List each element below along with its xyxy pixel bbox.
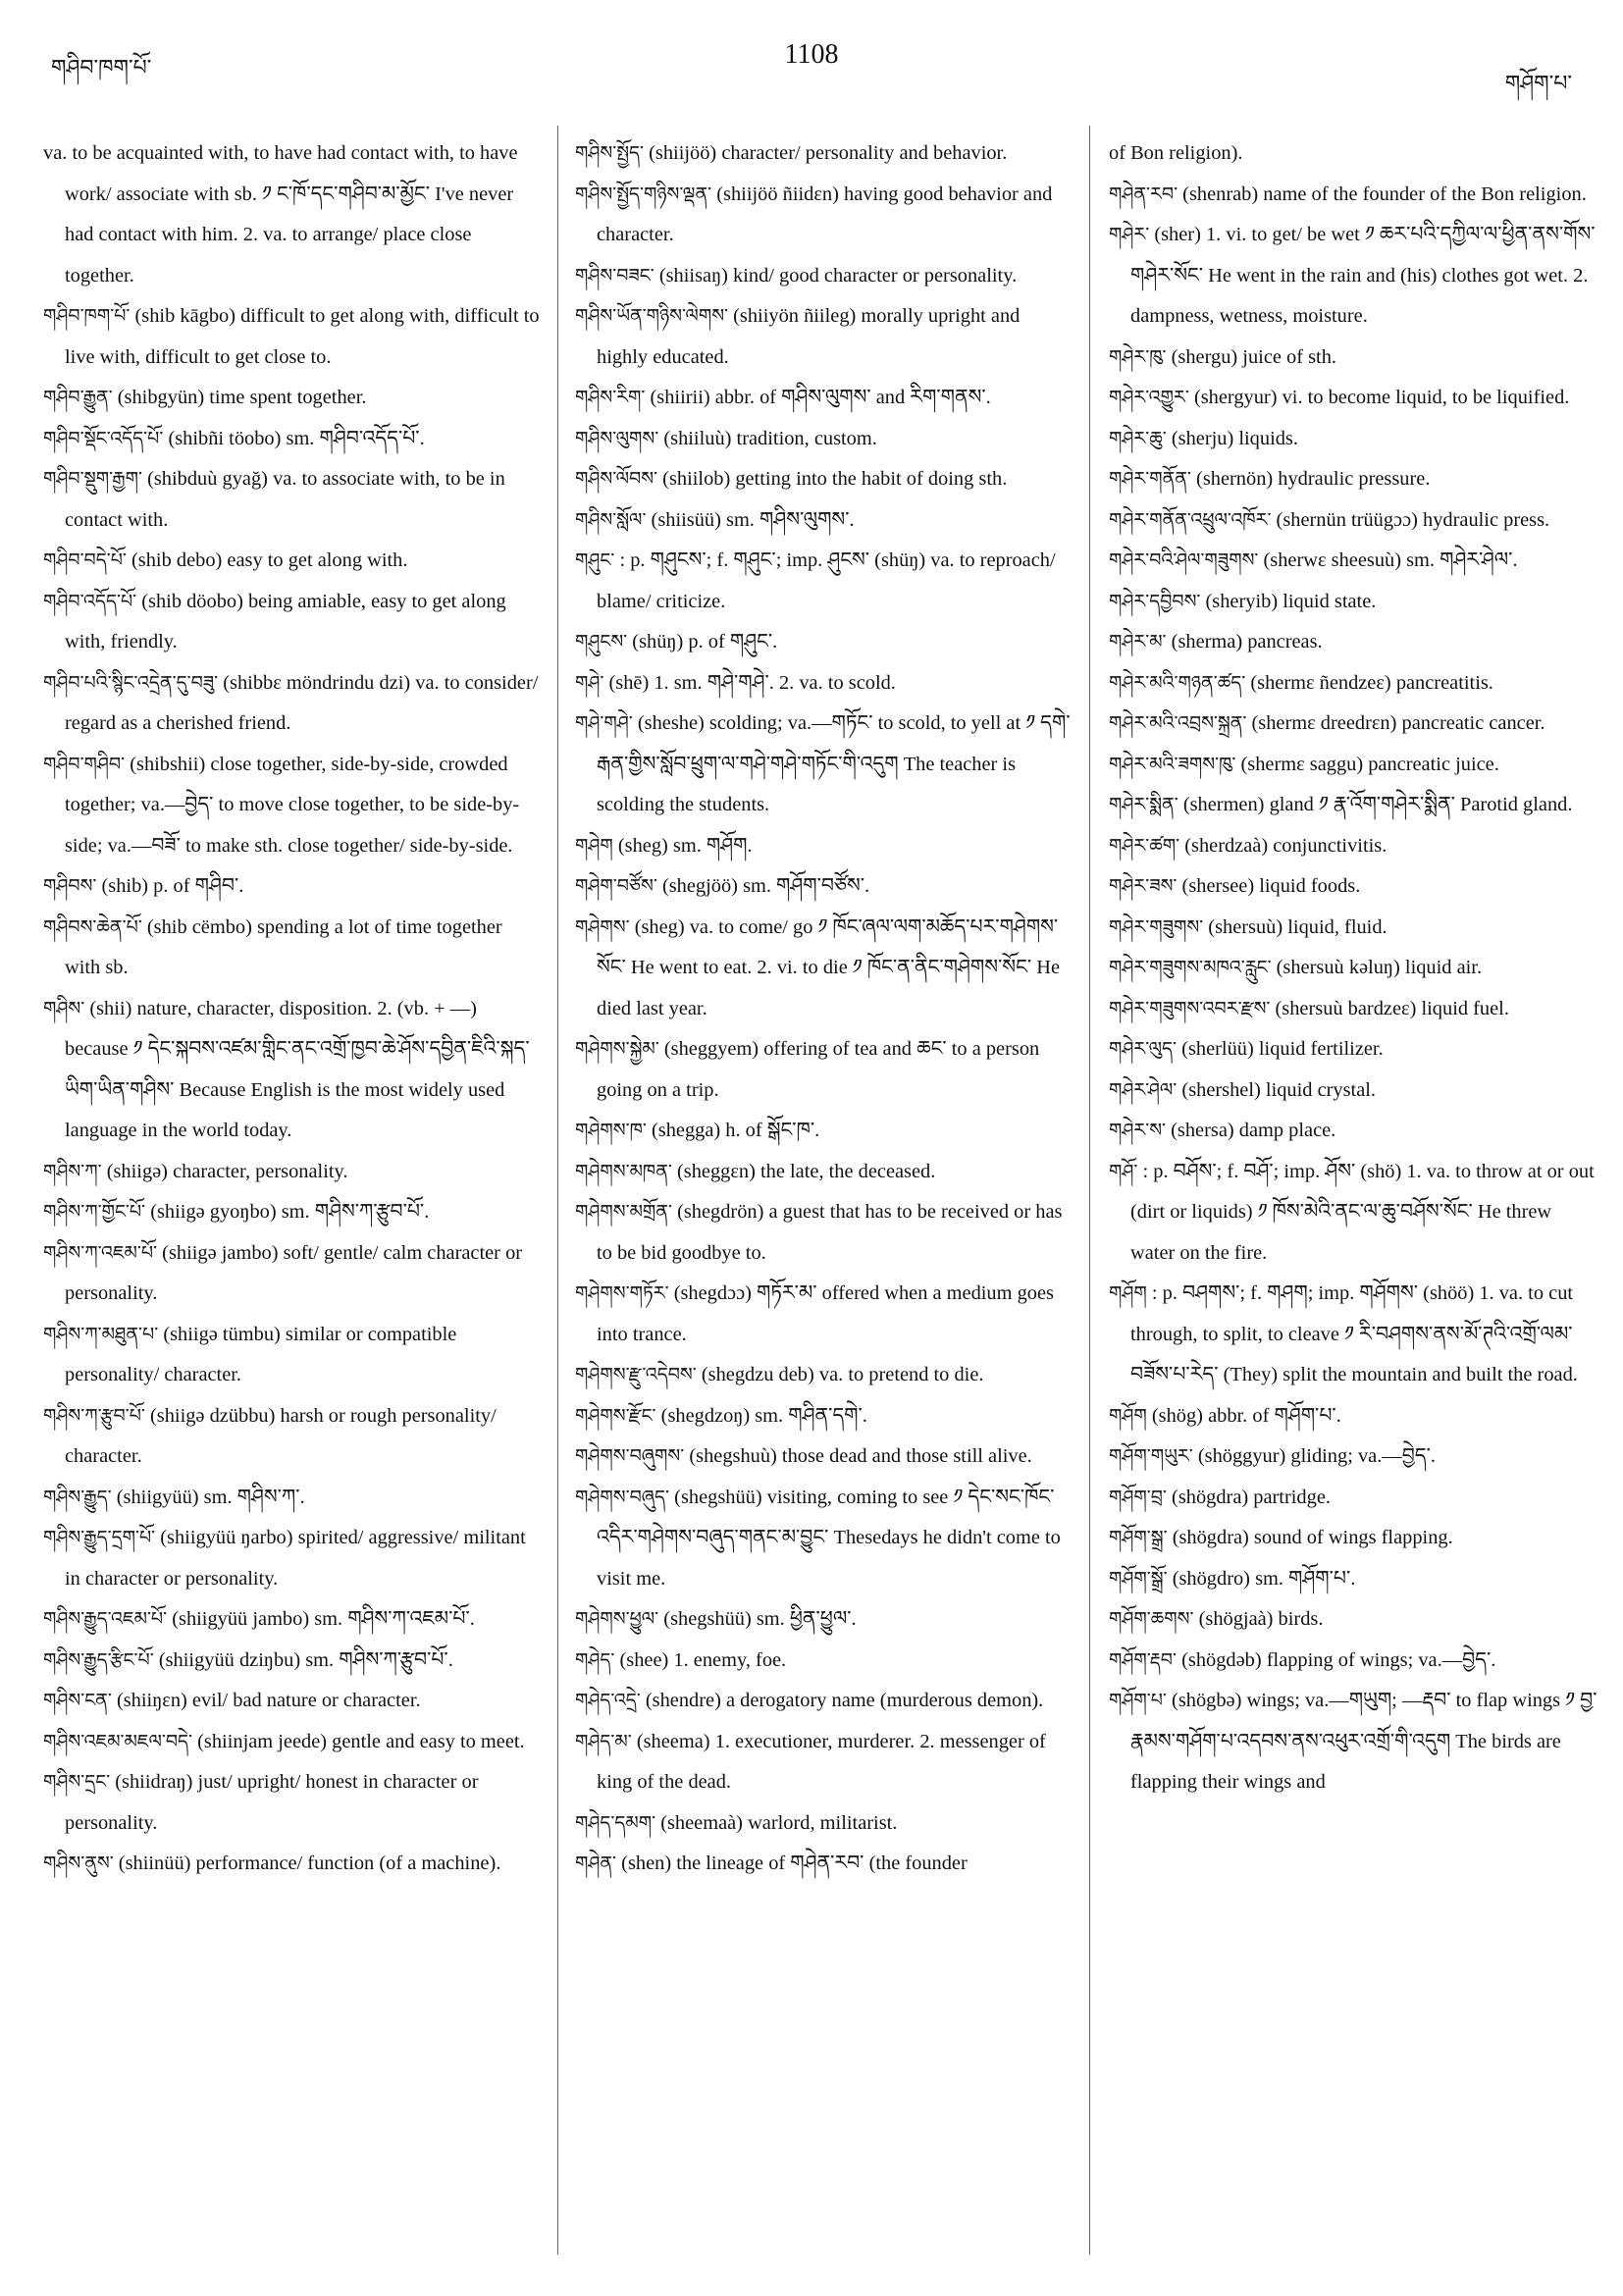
- dictionary-entry: [575, 1681, 1073, 1722]
- entry-definition: (shegdzu deb) va. to pretend to die.: [701, 1364, 984, 1385]
- entry-headword: གཤེར་གཟུགས་འབར་རྫས་: [1109, 997, 1271, 1019]
- dictionary-entry: [43, 745, 542, 867]
- dictionary-entry: [1109, 826, 1599, 867]
- dictionary-entry: [1109, 1478, 1599, 1519]
- entry-headword: གཤིས་ཀ་རྩུབ་པོ་: [43, 1404, 145, 1427]
- entry-definition: : p. གཤུངས་; f. གཤུང་; imp. ཤུངས་ (shüŋ) va. to reproach/ blame/ criticize.: [597, 549, 1056, 612]
- dictionary-entry: [1109, 745, 1599, 786]
- dictionary-entry: [43, 908, 542, 989]
- entry-definition: (shibbɛ möndrindu dzi) va. to consider/ regard as a cherished friend.: [65, 671, 539, 734]
- entry-definition: (shib) p. of གཤིབ་.: [101, 875, 244, 897]
- dictionary-entry: [1109, 989, 1599, 1030]
- entry-definition: : p. བཤགས་; f. གཤག; imp. གཤོགས་ (shöö) 1. va. to cut through, to split, to cleave ༡ རི་བཤགས་ནས་མོ་ཊའི་འགྲོ་ལམ་བཟོས་པ་རེད་ (They) split the mountain and built the road.: [1130, 1282, 1578, 1385]
- entry-headword: གཤེད་འདྲེ་: [575, 1690, 641, 1711]
- entry-headword: གཤོག་གཡུར་: [1109, 1445, 1193, 1467]
- entry-headword: གཤེགས་མཁན་: [575, 1160, 672, 1182]
- entry-headword: གཤེ་: [575, 671, 604, 694]
- entry-definition: (shiigə tümbu) similar or compatible personality/ character.: [65, 1323, 457, 1385]
- dictionary-entry: [575, 908, 1073, 1030]
- column-divider: [557, 126, 558, 2255]
- entry-headword: གཤེར་ས་: [1109, 1120, 1167, 1141]
- entry-headword: གཤོག་རྡབ་: [1109, 1648, 1177, 1671]
- dictionary-entry: [43, 541, 542, 582]
- entry-definition: (shiigyüü jambo) sm. གཤིས་ཀ་འཇམ་པོ་.: [172, 1608, 475, 1630]
- entry-headword: གཤོག་ཆགས་: [1109, 1608, 1194, 1630]
- dictionary-entry: [1109, 1029, 1599, 1070]
- entry-headword: གཤེར་གཟུགས་: [1109, 915, 1204, 938]
- dictionary-entry: [575, 133, 1073, 175]
- entry-headword: གཤེ་གཤེ་: [575, 712, 633, 734]
- entry-definition: (shögdra) sound of wings flapping.: [1172, 1527, 1453, 1548]
- entry-headword: གཤིབ་གཤིབ་: [43, 753, 126, 775]
- dictionary-entry: [1109, 1641, 1599, 1682]
- dictionary-entry: [43, 459, 542, 541]
- entry-definition: : p. བཤོས་; f. བཤོ་; imp. ཤོས་ (shö) 1. va. to throw at or out (dirt or liquids) ༡ ཁོས་མེའི་ནང་ལ་ཆུ་བཤོས་སོང་ He threw water on the fire.: [1130, 1160, 1595, 1264]
- entry-definition: va. to be acquainted with, to have had contact with, to have work/ associate with sb. ༡ ང་ཁོ་དང་གཤིབ་མ་མྱོང་ I've never had contact with him. 2. va. to arrange/ place close together.: [43, 142, 518, 287]
- entry-headword: གཤིབ་བདེ་པོ་: [43, 549, 127, 571]
- entry-definition: (shersuù kəluŋ) liquid air.: [1276, 957, 1483, 978]
- entry-definition: (shegdɔɔ) གཏོར་མ་ offered when a medium goes into trance.: [597, 1282, 1054, 1345]
- dictionary-entry: [43, 419, 542, 460]
- entry-headword: གཤེག: [575, 834, 613, 857]
- entry-headword: གཤོག: [1109, 1282, 1147, 1304]
- entry-headword: གཤེན་: [575, 1852, 617, 1874]
- dictionary-entry: [575, 1355, 1073, 1396]
- entry-definition: (shermen) gland ༡ རྣ་འོག་གཤེར་སྨིན་ Parotid gland.: [1182, 794, 1573, 815]
- dictionary-entry: [575, 866, 1073, 908]
- entry-definition: (shiijöö ñiidɛn) having good behavior and character.: [597, 183, 1053, 245]
- entry-definition: (shiiyön ñiileg) morally upright and highly educated.: [597, 305, 1021, 368]
- entry-definition: (shib cëmbo) spending a lot of time together with sb.: [65, 915, 502, 978]
- dictionary-entry: [43, 378, 542, 419]
- entry-definition: (sheemaà) warlord, militarist.: [660, 1811, 898, 1834]
- dictionary-entry: [1109, 1436, 1599, 1478]
- dictionary-entry: [43, 1641, 542, 1682]
- entry-definition: (sherju) liquids.: [1171, 427, 1298, 449]
- entry-definition: (shögdəb) flapping of wings; va.—བྱེད་.: [1181, 1648, 1496, 1671]
- dictionary-entry: [1109, 785, 1599, 826]
- entry-definition: (shee) 1. enemy, foe.: [619, 1648, 787, 1671]
- dictionary-entry: [575, 1152, 1073, 1193]
- entry-headword: གཤིས་རྒྱུད་འཇམ་པོ་: [43, 1608, 168, 1630]
- entry-headword: གཤེར་བའི་ཤེལ་གཟུགས་: [1109, 549, 1259, 571]
- dictionary-entry: [575, 1722, 1073, 1803]
- dictionary-entry: [1109, 541, 1599, 582]
- entry-headword: གཤེགས་མགྲོན་: [575, 1201, 672, 1223]
- entry-headword: གཤེར་སྨིན་: [1109, 794, 1178, 815]
- entry-headword: གཤིས་ནུས་: [43, 1852, 114, 1874]
- entry-headword: གཤིས་རྒྱུད་རྩིང་པོ་: [43, 1648, 154, 1671]
- entry-definition: (shögdra) partridge.: [1172, 1486, 1331, 1508]
- dictionary-entry: [575, 1844, 1073, 1885]
- entry-definition: (shiiluù) tradition, custom.: [663, 427, 877, 449]
- entry-headword: གཤོག་བྲ་: [1109, 1486, 1167, 1508]
- entry-definition: (sherdzaà) conjunctivitis.: [1184, 834, 1387, 857]
- entry-definition: (shergu) juice of sth.: [1171, 345, 1336, 368]
- entry-headword: གཤེགས་གཏོར་: [575, 1282, 669, 1304]
- entry-headword: གཤོག་པ་: [1109, 1690, 1167, 1711]
- entry-definition: (sheema) 1. executioner, murderer. 2. messenger of king of the dead.: [597, 1730, 1046, 1793]
- entry-headword: གཤིབས་: [43, 875, 97, 897]
- entry-headword: གཤིབ་ཁག་པོ་: [43, 305, 131, 327]
- entry-headword: གཤེག་བཙོས་: [575, 875, 657, 897]
- entry-headword: གཤིས་སློལ་: [575, 508, 647, 531]
- dictionary-entry: [1109, 1111, 1599, 1152]
- entry-headword: གཤིས་སྤྱོད་: [575, 142, 645, 164]
- column-1: [43, 133, 542, 2263]
- dictionary-entry: [575, 1274, 1073, 1355]
- dictionary-entry: [575, 419, 1073, 460]
- entry-definition: (shiigə gyoŋbo) sm. གཤིས་ཀ་རྩུབ་པོ་.: [150, 1201, 430, 1223]
- dictionary-entry: [1109, 500, 1599, 542]
- dictionary-entry: [43, 1518, 542, 1599]
- entry-definition: (shersee) liquid foods.: [1181, 875, 1361, 897]
- entry-definition: (shersuù) liquid, fluid.: [1208, 915, 1387, 938]
- dictionary-entry: [1109, 1681, 1599, 1803]
- entry-definition: (shögdro) sm. གཤོག་པ་.: [1172, 1567, 1356, 1590]
- entry-definition: (shernün trüügɔɔ) hydraulic press.: [1276, 508, 1550, 531]
- dictionary-entry: [1109, 582, 1599, 623]
- entry-definition: (sheggyem) offering of tea and ཆང་ to a person going on a trip.: [597, 1038, 1040, 1101]
- entry-headword: གཤིབ་སྡོང་འདོད་པོ་: [43, 427, 164, 449]
- entry-headword: གཤེར་གཟུགས་མཁའ་རླུང་: [1109, 957, 1272, 978]
- entry-definition: (shögjaà) birds.: [1198, 1608, 1324, 1630]
- entry-headword: གཤིབ་པའི་སྙིང་འདྲེན་དུ་བཟུ་: [43, 671, 219, 694]
- dictionary-entry: [1109, 1518, 1599, 1559]
- entry-definition: (shersuù bardzeɛ) liquid fuel.: [1275, 997, 1509, 1019]
- dictionary-entry: [1109, 663, 1599, 704]
- dictionary-entry: [43, 663, 542, 745]
- entry-headword: གཤེར་འགྱུར་: [1109, 387, 1189, 408]
- column-2: [575, 133, 1073, 2263]
- dictionary-entry: [1109, 215, 1599, 338]
- entry-headword: གཤེགས་སྐྱེམ་: [575, 1038, 659, 1060]
- entry-headword: གཤིས་ལོབས་: [575, 468, 658, 490]
- dictionary-entry: [575, 1436, 1073, 1478]
- entry-headword: གཤེར་མ་: [1109, 631, 1167, 652]
- entry-headword: གཤིས་བཟང་: [575, 264, 654, 287]
- entry-definition: (shüŋ) p. of གཤུང་.: [632, 631, 778, 652]
- entry-headword: གཤེར་ལུད་: [1109, 1038, 1178, 1060]
- entry-definition: (shibduù gyağ) va. to associate with, to be in contact with.: [65, 468, 505, 531]
- entry-headword: གཤེགས་རྫོང་: [575, 1404, 656, 1427]
- running-head-right: གཤོག་པ་: [1504, 72, 1572, 96]
- entry-definition: (shiigyüü dziŋbu) sm. གཤིས་ཀ་རྩུབ་པོ་.: [158, 1648, 453, 1671]
- dictionary-entry: [1109, 1599, 1599, 1641]
- entry-headword: གཤིས་རིག་: [575, 387, 646, 408]
- entry-headword: གཤིས་ཀ་: [43, 1160, 102, 1182]
- entry-headword: གཤིབ་རྒྱུན་: [43, 387, 113, 408]
- dictionary-entry: [575, 378, 1073, 419]
- entry-definition: (sheggɛn) the late, the deceased.: [677, 1160, 936, 1182]
- dictionary-entry: [575, 622, 1073, 663]
- entry-definition: (shiiŋɛn) evil/ bad nature or character.: [116, 1690, 421, 1711]
- dictionary-entry: [43, 1152, 542, 1193]
- entry-definition: (shib debo) easy to get along with.: [131, 549, 408, 571]
- dictionary-entry: [43, 1599, 542, 1641]
- entry-definition: (shergyur) vi. to become liquid, to be liquified.: [1193, 387, 1570, 408]
- entry-definition: (shii) nature, character, disposition. 2. (vb. + —) because ༡ དེང་སྐབས་འཛམ་གླིང་ནང་འགྲོ་ཁྱབ་ཆེ་ཤོས་དབྱིན་ཇིའི་སྐད་ཡིག་ཡིན་གཤིས་ Because English is the most widely used language in the world today.: [65, 997, 530, 1141]
- entry-headword: གཤིས་སྤྱོད་གཉིས་ལྡན་: [575, 183, 712, 205]
- entry-definition: (shöggyur) gliding; va.—བྱེད་.: [1197, 1445, 1436, 1467]
- entry-definition: (shegdrön) a guest that has to be received or has to be bid goodbye to.: [597, 1201, 1063, 1264]
- entry-headword: གཤོག: [1109, 1404, 1147, 1427]
- dictionary-entry: [1109, 378, 1599, 419]
- page-number: 1108: [784, 39, 839, 70]
- entry-definition: (shegjöö) sm. གཤོག་བཙོས་.: [661, 875, 870, 897]
- dictionary-entry: [575, 704, 1073, 826]
- dictionary-entry: [575, 541, 1073, 622]
- dictionary-entry: [575, 1641, 1073, 1682]
- entry-definition: (shiinüü) performance/ function (of a machine).: [118, 1852, 501, 1874]
- dictionary-entry: [1109, 622, 1599, 663]
- dictionary-entry: [1109, 704, 1599, 745]
- entry-headword: གཤེར་མའི་ཟགས་ཁུ་: [1109, 753, 1236, 775]
- entry-definition: of Bon religion).: [1109, 142, 1243, 164]
- dictionary-entry: [1109, 1152, 1599, 1275]
- entry-definition: (shiilob) getting into the habit of doing sth.: [662, 468, 1008, 490]
- dictionary-entry: [575, 1111, 1073, 1152]
- dictionary-entry: [1109, 419, 1599, 460]
- dictionary-entry: [1109, 908, 1599, 949]
- entry-headword: གཤེད་: [575, 1648, 615, 1671]
- entry-headword: གཤེགས་རྫུ་འདེབས་: [575, 1364, 697, 1385]
- dictionary-entry: [575, 296, 1073, 378]
- entry-headword: གཤེད་མ་: [575, 1730, 632, 1752]
- entry-definition: (shendre) a derogatory name (murderous demon).: [645, 1690, 1044, 1711]
- entry-definition: (shen) the lineage of གཤེན་རབ་ (the founder: [621, 1852, 968, 1874]
- entry-definition: (sheshe) scolding; va.—གཏོང་ to scold, to yell at ༡ དགེ་རྒན་གྱིས་སློབ་ཕྲུག་ལ་གཤེ་གཤེ་གཏོང་གི་འདུག The teacher is scolding the students.: [597, 712, 1071, 815]
- entry-headword: གཤེར་ཆུ་: [1109, 427, 1167, 449]
- entry-definition: (shegshüü) sm. ཕྱིན་ཕྱུལ་.: [663, 1608, 857, 1630]
- entry-headword: གཤེར་ཤེལ་: [1109, 1078, 1178, 1101]
- entry-definition: (shiijöö) character/ personality and behavior.: [649, 142, 1008, 164]
- dictionary-entry: [1109, 1396, 1599, 1437]
- dictionary-entry: [575, 1029, 1073, 1111]
- entry-headword: གཤེར་ཚག་: [1109, 834, 1180, 857]
- entry-definition: (shiinjam jeede) gentle and easy to meet.: [197, 1730, 525, 1752]
- dictionary-entry: [1109, 1559, 1599, 1600]
- entry-headword: གཤིས་ཀ་མཐུན་པ་: [43, 1323, 159, 1345]
- dictionary-entry: [43, 296, 542, 378]
- entry-definition: (shiigyüü ŋarbo) spirited/ aggressive/ militant in character or personality.: [65, 1527, 526, 1590]
- column-divider: [1089, 126, 1090, 2255]
- entry-definition: (sheryib) liquid state.: [1205, 590, 1377, 612]
- entry-definition: (shershel) liquid crystal.: [1181, 1078, 1377, 1101]
- entry-headword: གཤིས་འཇམ་མཇལ་བདེ་: [43, 1730, 193, 1752]
- entry-headword: གཤིས་ངན་: [43, 1690, 112, 1711]
- dictionary-entry: [575, 1803, 1073, 1845]
- entry-definition: (shernön) hydraulic pressure.: [1196, 468, 1431, 490]
- entry-headword: གཤེགས་: [575, 915, 630, 938]
- entry-definition: (sherma) pancreas.: [1171, 631, 1323, 652]
- dictionary-entry: [1109, 338, 1599, 379]
- entry-definition: (shib kāgbo) difficult to get along with, difficult to live with, difficult to get close to.: [65, 305, 540, 368]
- entry-headword: གཤིབས་ཆེན་པོ་: [43, 915, 142, 938]
- entry-headword: གཤིབ་སྡུག་རྒྱག་: [43, 468, 142, 490]
- entry-headword: གཤིས་ཡོན་གཉིས་ལེགས་: [575, 305, 729, 327]
- entry-definition: (shiigə dzübbu) harsh or rough personality/ character.: [65, 1404, 497, 1467]
- entry-definition: (shermɛ ñendzeɛ) pancreatitis.: [1250, 671, 1493, 694]
- entry-headword: གཤིས་ཀ་འཇམ་པོ་: [43, 1241, 158, 1264]
- entry-headword: གཤེགས་བཞུགས་: [575, 1445, 685, 1467]
- dictionary-entry: [575, 459, 1073, 500]
- entry-headword: གཤིས་རྒྱུད་དྲག་པོ་: [43, 1527, 156, 1548]
- entry-definition: (shermɛ saggu) pancreatic juice.: [1240, 753, 1499, 775]
- entry-headword: གཤེད་དམག་: [575, 1811, 656, 1834]
- dictionary-entry: [1109, 1274, 1599, 1396]
- dictionary-entry: [1109, 866, 1599, 908]
- entry-definition: (shermɛ dreedrɛn) pancreatic cancer.: [1251, 712, 1545, 734]
- entry-headword: གཤེར་དབྱིབས་: [1109, 590, 1201, 612]
- entry-headword: གཤེར་གནོན་འཕྲུལ་འཁོར་: [1109, 508, 1272, 531]
- entry-definition: (shög) abbr. of གཤོག་པ་.: [1151, 1404, 1341, 1427]
- dictionary-entry: [43, 1315, 542, 1396]
- entry-definition: (shē) 1. sm. གཤེ་གཤེ་. 2. va. to scold.: [608, 671, 896, 694]
- dictionary-entry: [1109, 948, 1599, 989]
- entry-definition: (shegga) h. of སྒོང་ཁ་.: [651, 1120, 820, 1141]
- entry-definition: (shersa) damp place.: [1171, 1120, 1336, 1141]
- entry-definition: (shiigə) character, personality.: [106, 1160, 348, 1182]
- dictionary-entry: [43, 1844, 542, 1885]
- dictionary-entry: [43, 866, 542, 908]
- dictionary-entry: [43, 989, 542, 1152]
- dictionary-entry: [575, 256, 1073, 297]
- entry-definition: (shiigyüü) sm. གཤིས་ཀ་.: [116, 1486, 305, 1508]
- entry-definition: (shegshüü) visiting, coming to see ༡ དེང་སང་ཁོང་འདིར་གཤེགས་བཞུད་གནང་མ་བྱུང་ Thesedays he didn't come to visit me.: [597, 1486, 1061, 1590]
- entry-headword: གཤིས་རྒྱུད་: [43, 1486, 112, 1508]
- entry-definition: (shibñi töobo) sm. གཤིབ་འདོད་པོ་.: [168, 427, 425, 449]
- running-head-left: གཤིབ་ཁག་པོ་: [51, 56, 152, 80]
- entry-headword: གཤོག་སྒྲོ་: [1109, 1567, 1168, 1590]
- entry-headword: གཤིས་ལུགས་: [575, 427, 659, 449]
- entry-headword: གཤིས་ཀ་གྱོང་པོ་: [43, 1201, 146, 1223]
- entry-headword: གཤིས་: [43, 997, 85, 1019]
- entry-definition: (sherwɛ sheesuù) sm. གཤེར་ཤེལ་.: [1263, 549, 1518, 571]
- dictionary-entry: [43, 1762, 542, 1844]
- dictionary-entry: [43, 1478, 542, 1519]
- dictionary-entry: [1109, 459, 1599, 500]
- dictionary-entry: [43, 1681, 542, 1722]
- dictionary-entry: [43, 1722, 542, 1763]
- entry-headword: གཤེགས་བཞུད་: [575, 1486, 670, 1508]
- dictionary-entry: [575, 175, 1073, 256]
- entry-definition: (shiisaŋ) kind/ good character or personality.: [658, 264, 1018, 287]
- entry-headword: གཤེགས་ཕྱུལ་: [575, 1608, 659, 1630]
- entry-definition: (shögbə) wings; va.—གཡུག; —རྡབ་ to flap wings ༡ བྱ་རྣམས་གཤོག་པ་འདབས་ནས་འཕུར་འགྲོ་གི་འདུག The birds are flapping their wings and: [1130, 1690, 1597, 1793]
- dictionary-entry: [575, 500, 1073, 542]
- entry-headword: གཤོག་སྒྲ་: [1109, 1527, 1168, 1548]
- dictionary-entry: [43, 133, 542, 296]
- entry-definition: (shiigə jambo) soft/ gentle/ calm character or personality.: [65, 1241, 523, 1304]
- entry-headword: གཤུང་: [575, 549, 615, 571]
- dictionary-entry: [1109, 1070, 1599, 1112]
- entry-definition: (shiidraŋ) just/ upright/ honest in character or personality.: [65, 1771, 479, 1834]
- entry-definition: (shegshuù) those dead and those still alive.: [689, 1445, 1032, 1467]
- entry-definition: (sheg) sm. གཤོག.: [617, 834, 753, 857]
- entry-definition: (sherlüü) liquid fertilizer.: [1181, 1038, 1384, 1060]
- entry-headword: གཤོ་: [1109, 1160, 1138, 1182]
- entry-headword: གཤེར་མའི་འབྲས་སྐྲན་: [1109, 712, 1247, 734]
- dictionary-entry: [43, 1192, 542, 1233]
- entry-headword: གཤེན་རབ་: [1109, 183, 1178, 205]
- dictionary-entry: [575, 1192, 1073, 1274]
- entry-headword: གཤིབ་འདོད་པོ་: [43, 590, 137, 612]
- entry-definition: (sher) 1. vi. to get/ be wet ༡ ཆར་པའི་དཀྱིལ་ལ་ཕྱིན་ནས་གོས་གཤེར་སོང་ He went in the rain and (his) clothes got wet. 2. dampness, wetness, moisture.: [1130, 224, 1596, 327]
- entry-headword: གཤེར་ཁུ་: [1109, 345, 1167, 368]
- entry-definition: (shibshii) close together, side-by-side, crowded together; va.—བྱེད་ to move close together, to be side-by-side; va.—བཟོ་ to make sth. close together/ side-by-side.: [65, 753, 520, 857]
- entry-definition: (shegdzoŋ) sm. གཤིན་དགེ་.: [660, 1404, 867, 1427]
- entry-headword: གཤེགས་ཁ་: [575, 1120, 647, 1141]
- entry-headword: གཤེར་མའི་གཉན་ཚད་: [1109, 671, 1246, 694]
- column-3: [1109, 133, 1599, 2263]
- entry-headword: གཤེར་ཟས་: [1109, 875, 1178, 897]
- entry-headword: གཤུངས་: [575, 631, 628, 652]
- entry-headword: གཤེར་: [1109, 224, 1150, 245]
- entry-headword: གཤེར་གནོན་: [1109, 468, 1191, 490]
- dictionary-entry: [43, 1396, 542, 1478]
- dictionary-entry: [575, 663, 1073, 704]
- entry-definition: (shenrab) name of the founder of the Bon religion.: [1182, 183, 1587, 205]
- entry-definition: (shib döobo) being amiable, easy to get along with, friendly.: [65, 590, 506, 652]
- dictionary-entry: [575, 826, 1073, 867]
- entry-definition: (sheg) va. to come/ go ༡ ཁོང་ཞལ་ལག་མཆོད་པར་གཤེགས་སོང་ He went to eat. 2. vi. to die ༡ ཁོང་ན་ནིང་གཤེགས་སོང་ He died last year.: [597, 915, 1060, 1019]
- dictionary-entry: [1109, 175, 1599, 216]
- entry-definition: (shiisüü) sm. གཤིས་ལུགས་.: [651, 508, 855, 531]
- dictionary-entry: [43, 582, 542, 663]
- dictionary-entry: [575, 1478, 1073, 1600]
- entry-definition: (shibgyün) time spent together.: [117, 387, 367, 408]
- dictionary-entry: [575, 1396, 1073, 1437]
- dictionary-entry: [43, 1233, 542, 1315]
- entry-definition: (shiirii) abbr. of གཤིས་ལུགས་ and རིག་གནས་.: [650, 387, 991, 408]
- dictionary-entry: [1109, 133, 1599, 175]
- dictionary-entry: [575, 1599, 1073, 1641]
- entry-headword: གཤིས་དྲང་: [43, 1771, 111, 1793]
